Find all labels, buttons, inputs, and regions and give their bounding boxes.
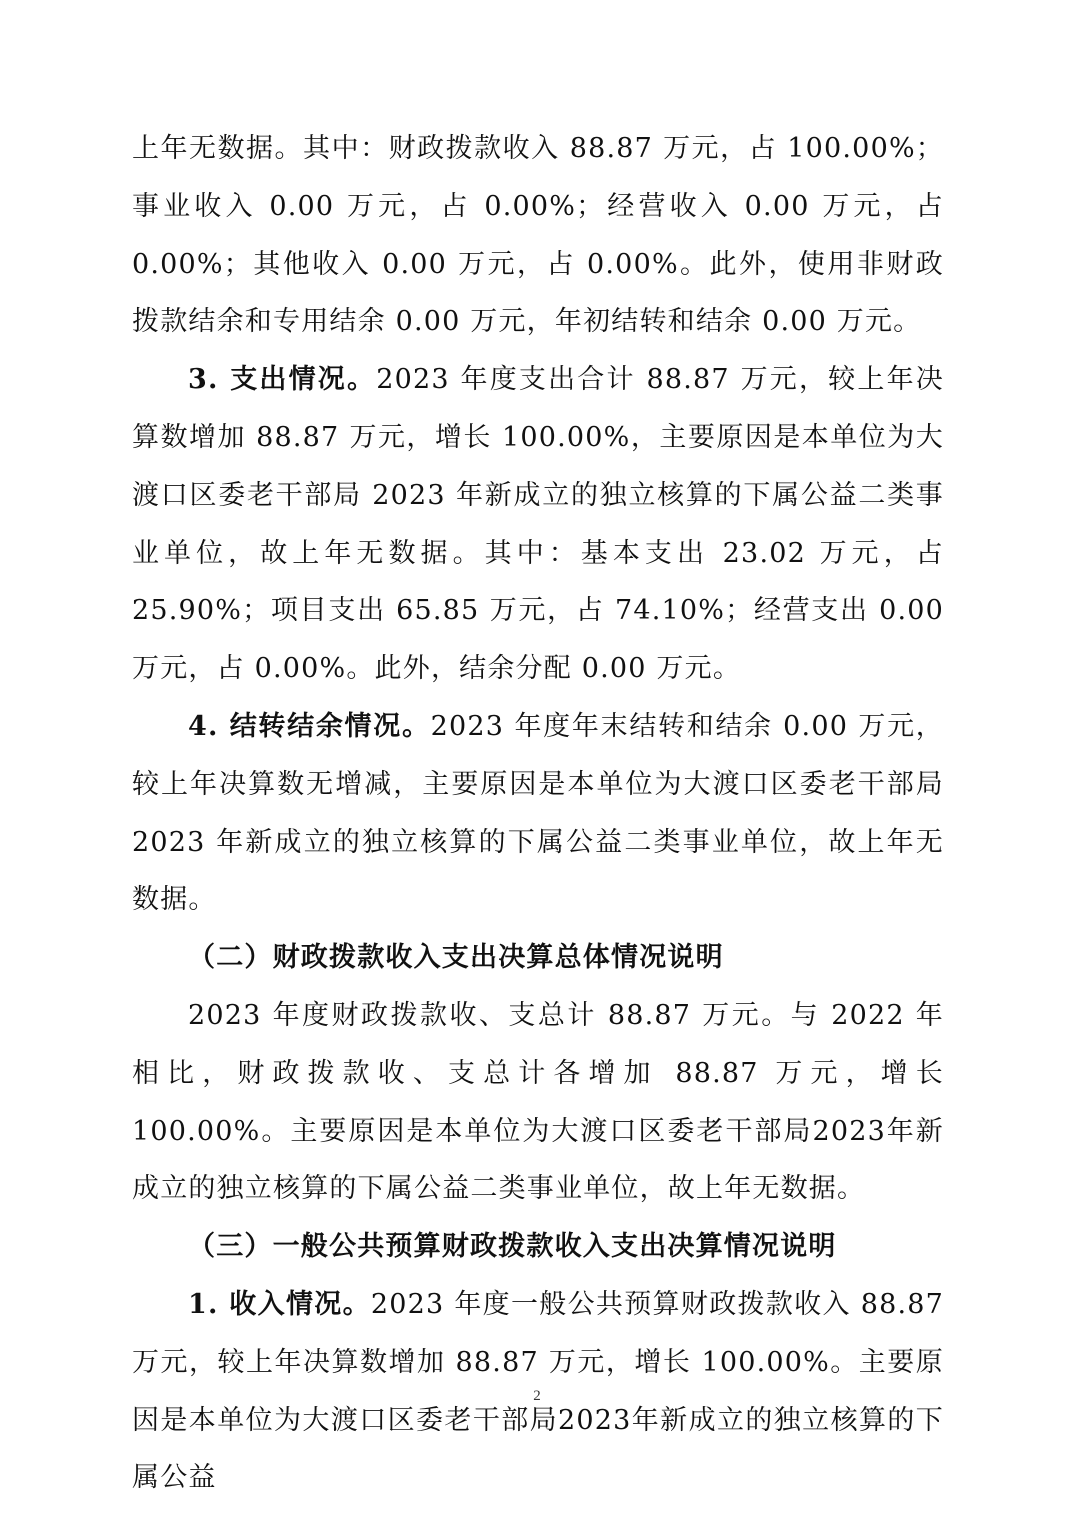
paragraph-text: 2023 年度支出合计 88.87 万元，较上年决算数增加 88.87 万元，增长 100.00%，主要原因是本单位为大渡口区委老干部局 2023 年新成立的独立核算的下属公益二类事业单位，故上年无数据。其中：基本支出 23.02 万元，占 25.90%；项目支出 65.85 万元，占 74.10%；经营支出 0.00 万元，占 0.00%。此外，结余分配 0.00 万元。 <box>132 364 944 685</box>
section-label-carryover: 4. 结转结余情况。 <box>188 710 431 742</box>
paragraph-fiscal-overview <box>132 987 944 1218</box>
document-body <box>132 120 944 1507</box>
paragraph-expenditure <box>132 351 944 698</box>
paragraph-text: 2023 年度财政拨款收、支总计 88.87 万元。与 2022 年相比，财政拨款收、支总计各增加 88.87 万元，增长 100.00%。主要原因是本单位为大渡口区委老干部局2023年新成立的独立核算的下属公益二类事业单位，故上年无数据。 <box>132 999 944 1205</box>
section-label-income: 1. 收入情况。 <box>188 1288 371 1320</box>
paragraph-text: 2023 年度年末结转和结余 0.00 万元，较上年决算数无增减，主要原因是本单位为大渡口区委老干部局 2023 年新成立的独立核算的下属公益二类事业单位，故上年无数据。 <box>132 710 944 916</box>
section-heading-fiscal-overview: （二）财政拨款收入支出决算总体情况说明 <box>188 942 724 974</box>
paragraph-carryover <box>132 698 944 929</box>
paragraph-text: 上年无数据。其中：财政拨款收入 88.87 万元，占 100.00%；事业收入 0.00 万元，占 0.00%；经营收入 0.00 万元，占 0.00%；其他收入 0.00 万元，占 0.00%。此外，使用非财政拨款结余和专用结余 0.00 万元，年初结转和结余 0.00 万元。 <box>132 133 944 338</box>
section-heading-general-budget: （三）一般公共预算财政拨款收入支出决算情况说明 <box>188 1231 837 1263</box>
paragraph-text: 2023 年度一般公共预算财政拨款收入 88.87 万元，较上年决算数增加 88.87 万元，增长 100.00%。主要原因是本单位为大渡口区委老干部局2023年新成立的独立核算的下属公益 <box>132 1288 944 1494</box>
page-number: 2 <box>533 1388 541 1404</box>
paragraph-income-continued <box>132 120 944 351</box>
section-label-expenditure: 3. 支出情况。 <box>188 364 377 396</box>
